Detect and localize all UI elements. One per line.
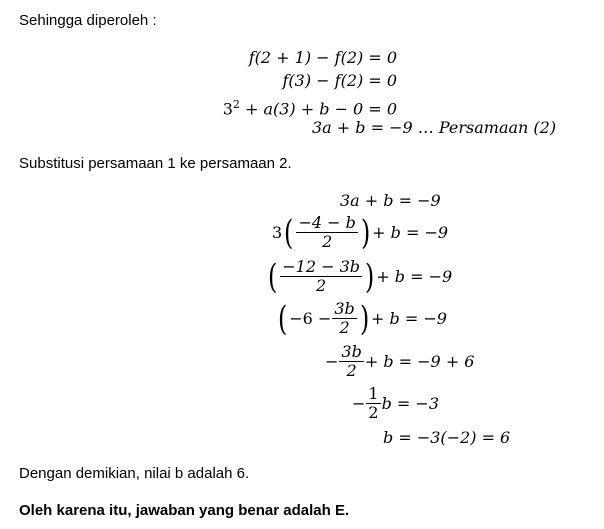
step-3-numerator: −12 − 3b (282, 257, 361, 276)
step-4-numerator: 3b (334, 299, 355, 318)
step-4-denominator: 2 (332, 318, 356, 337)
step-3-fraction (280, 258, 362, 295)
eq-line-3-base: 3 (222, 99, 233, 119)
step-2-rest: + b = −9 (372, 222, 449, 242)
conclusion-text: Dengan demikian, nilai b adalah 6. (19, 465, 250, 482)
step-6-numerator: 1 (368, 384, 379, 403)
step-5-fraction (339, 343, 363, 380)
step-2-denominator: 2 (296, 232, 357, 251)
left-paren: ( (284, 212, 294, 253)
step-6-fraction (366, 385, 380, 422)
step-2-coef: 3 (272, 222, 283, 242)
step-5-lead: − (325, 351, 339, 371)
eq-line-3-exp: 2 (232, 98, 240, 111)
eq-line-3-rest: + a(3) + b − 0 = 0 (239, 99, 397, 119)
step-2-numerator: −4 − b (298, 213, 356, 232)
eq-line-4-eq: 3a + b = −9 (312, 118, 413, 137)
step-2-fraction (296, 214, 357, 251)
step-3 (266, 258, 452, 295)
eq-line-1: f(2 + 1) − f(2) = 0 (248, 48, 397, 67)
right-paren: ) (359, 298, 370, 339)
step-5-denominator: 2 (339, 361, 363, 380)
intro-text: Sehingga diperoleh : (19, 12, 157, 29)
left-paren: ( (267, 256, 278, 297)
step-5-rest: + b = −9 + 6 (364, 351, 475, 371)
final-answer-text: Oleh karena itu, jawaban yang benar adalah E. (19, 502, 350, 519)
step-6-lead: − (352, 393, 366, 413)
step-3-rest: + b = −9 (376, 266, 453, 286)
step-6 (352, 385, 439, 422)
step-6-rest: b = −3 (381, 393, 439, 413)
eq-line-2: f(3) − f(2) = 0 (282, 71, 397, 90)
step-4-lead: −6 − (289, 308, 332, 328)
eq-line-4-label: … Persamaan (2) (412, 118, 557, 137)
step-4-rest: + b = −9 (371, 308, 447, 328)
step-1: 3a + b = −9 (340, 191, 441, 210)
step-2 (272, 214, 448, 251)
right-paren: ) (360, 212, 371, 253)
substitution-text: Substitusi persamaan 1 ke persamaan 2. (19, 155, 292, 172)
eq-line-3 (223, 95, 397, 119)
step-4-fraction (332, 300, 356, 337)
left-paren: ( (277, 298, 288, 339)
step-5 (325, 343, 474, 380)
step-6-denominator: 2 (368, 403, 379, 422)
step-7: b = −3(−2) = 6 (383, 428, 511, 447)
step-4 (276, 300, 447, 337)
right-paren: ) (365, 256, 375, 297)
step-3-denominator: 2 (280, 276, 362, 295)
step-5-numerator: 3b (341, 342, 362, 361)
eq-line-4 (312, 118, 556, 138)
